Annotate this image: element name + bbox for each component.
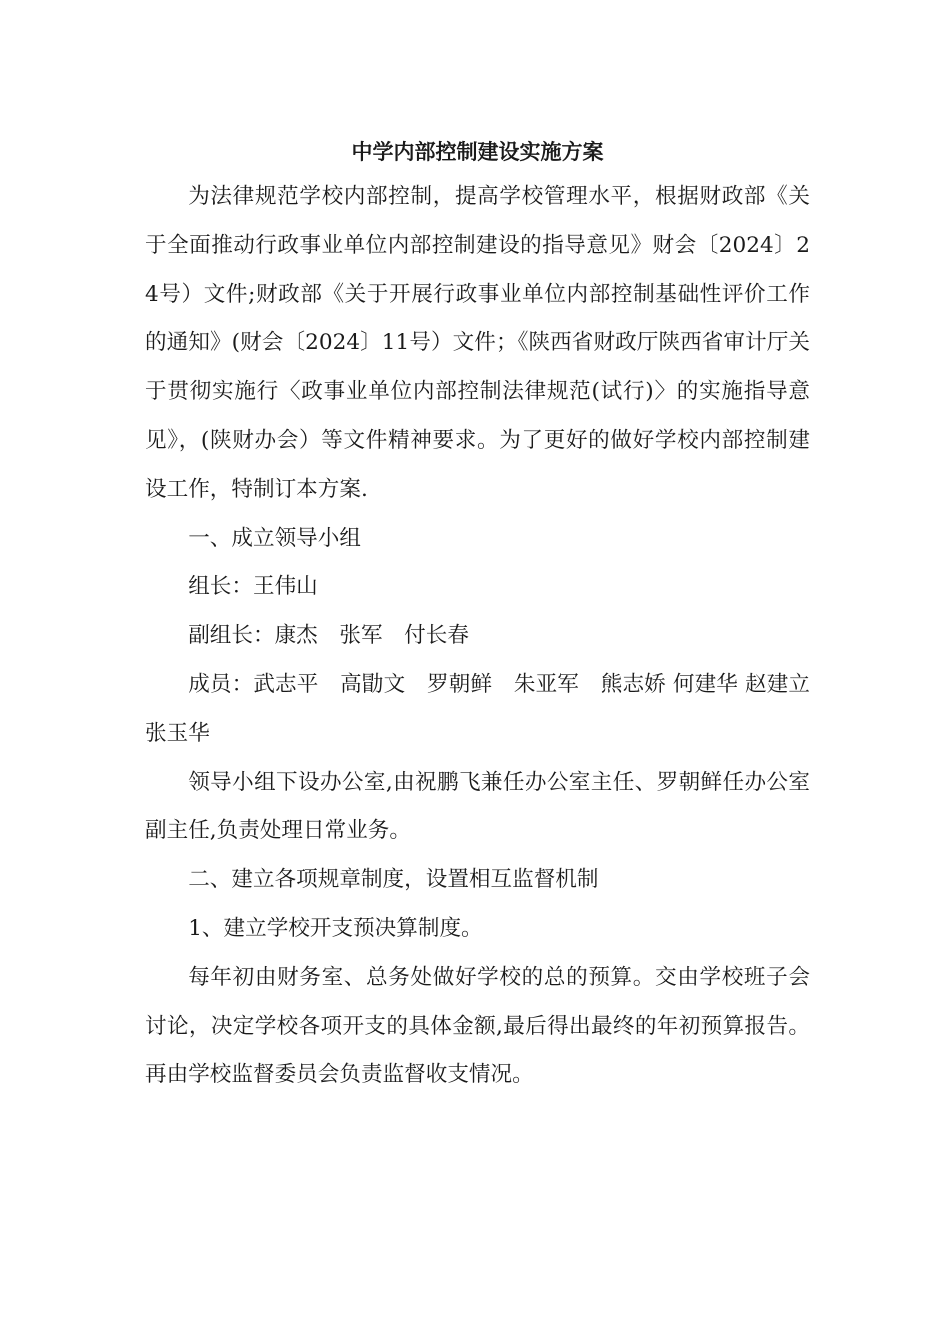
budget-system-paragraph: 每年初由财务室、总务处做好学校的总的预算。交由学校班子会讨论，决定学校各项开支的具体金额,最后得出最终的年初预算报告。再由学校监督委员会负责监督收支情况。 [145,964,810,1088]
intro-paragraph: 为法律规范学校内部控制，提高学校管理水平，根据财政部《关于全面推动行政事业单位内部控制建设的指导意见》财会〔2024〕24号）文件;财政部《关于开展行政事业单位内部控制基础性评价工作的通知》(财会〔2024〕11号）文件；《陕西省财政厅陕西省审计厅关于贯彻实施行〈政事业单位内部控制法律规范(试行)〉的实施指导意见》，(陕财办会）等文件精神要求。为了更好的做好学校内部控制建设工作，特制订本方案. [145,184,810,502]
document-title: 中学内部控制建设实施方案 [351,139,604,164]
item-heading-budget-system: 1、建立学校开支预决算制度。 [188,915,483,941]
document-page [145,134,832,1100]
office-paragraph: 领导小组下设办公室,由祝鹏飞兼任办公室主任、罗朝鲜任办公室副主任,负责处理日常业务。 [145,769,810,844]
section-heading-regulations: 二、建立各项规章制度，设置相互监督机制 [188,867,599,893]
section-heading-leadership-group: 一、成立领导小组 [188,525,361,551]
deputy-leaders-line: 副组长：康杰 张军 付长春 [188,623,469,649]
group-leader-line: 组长：王伟山 [188,574,318,600]
members-line: 成员：武志平 高勖文 罗朝鲜 朱亚军 熊志娇 何建华 赵建立 张玉华 [145,671,832,746]
